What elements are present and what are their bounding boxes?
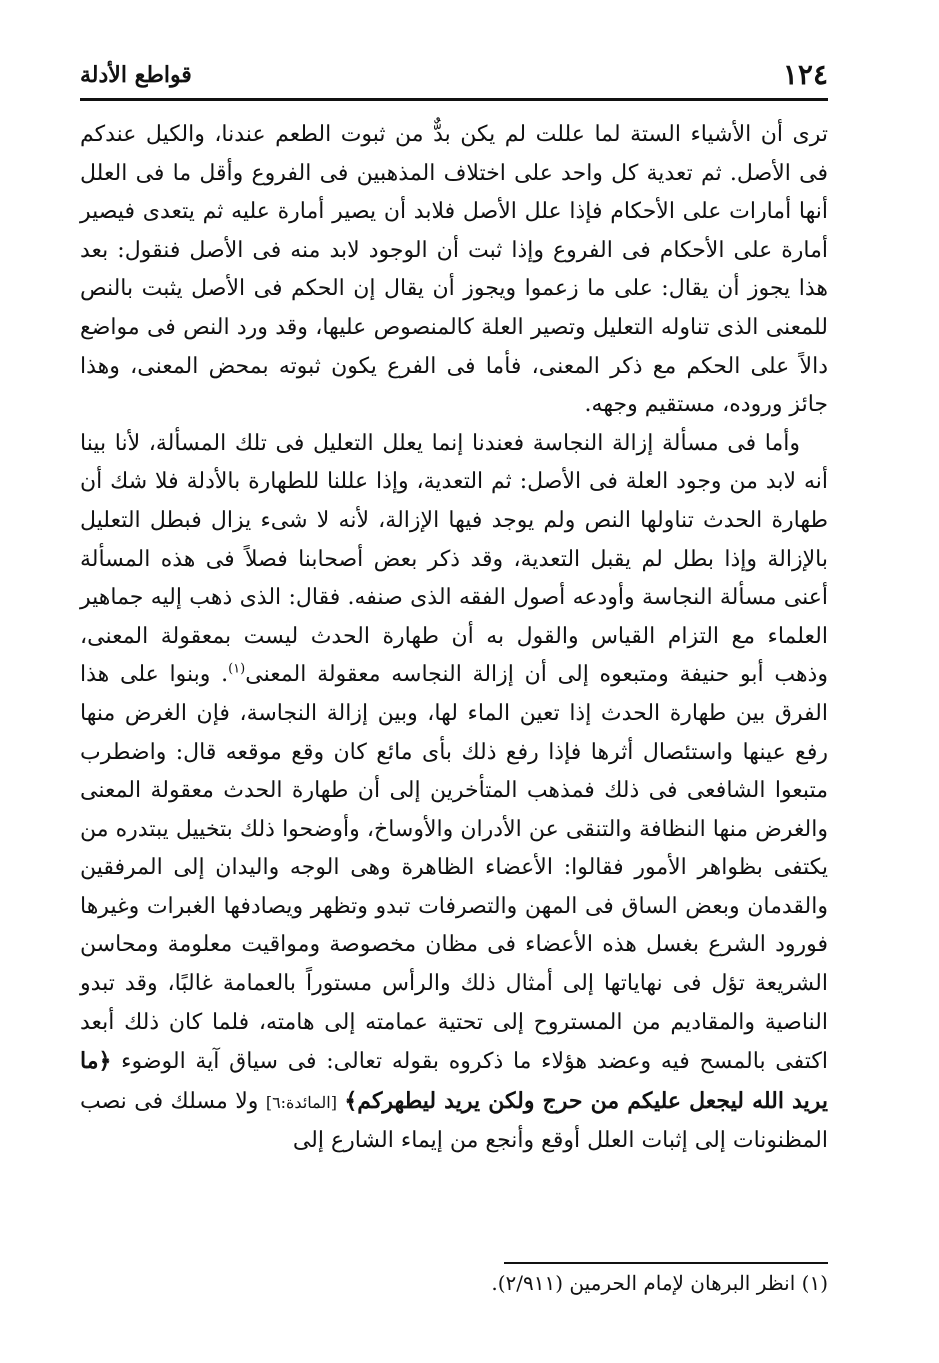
page-number: ١٢٤: [782, 58, 828, 91]
quran-reference: [المائدة:٦]: [265, 1092, 337, 1112]
quran-verse: ﴿ما يريد الله ليجعل عليكم من حرج ولكن يريد ليطهركم﴾: [80, 1048, 828, 1114]
book-title: قواطع الأدلة: [80, 62, 192, 88]
footnote-marker[interactable]: (١): [228, 661, 246, 677]
main-text: [80, 116, 828, 1161]
paragraph-2: [80, 425, 828, 1161]
paragraph-1: ترى أن الأشياء الستة لما عللت لم يكن بدٌّ من ثبوت الطعم عندنا، والكيل عندكم فى الأصل. ثم تعدية كل واحد على اختلاف المذهبين فى الفروع وأقل ما فى العلل أنها أمارات على الأحكام فإذا علل الأصل فلابد أن يصير أمارة عليه ثم يتعدى فيصير أمارة على الأحكام فى الفروع وإذا ثبت أن الوجود لابد منه فى الأصل فنقول: بعد هذا يجوز أن يقال: على ما زعموا ويجوز أن يقال إن الحكم فى الأصل يثبت بالنص للمعنى الذى تناوله التعليل وتصير العلة كالمنصوص عليها، وقد ورد النص فى مواضع دالاً على الحكم مع ذكر المعنى، فأما فى الفرع يكون ثبوته بمحض المعنى، وهذا جائز وروده، مستقيم وجهه.: [80, 122, 828, 418]
paragraph-2-continued: . وبنوا على هذا الفرق بين طهارة الحدث إذا تعين الماء لها، وبين إزالة النجاسة، فإن الغرض منها رفع عينها واستئصال أثرها فإذا رفع ذلك بأى مائع كان وقع موقعه قال: واضطرب متبعوا الشافعى فى ذلك فمذهب المتأخرين إلى أن طهارة الحدث معقولة المعنى والغرض منها النظافة والتنقى عن الأدران والأوساخ، وأوضحوا ذلك بتخييل يبتدره من يكتفى بظواهر الأمور فقالوا: الأعضاء الظاهرة وهى الوجه واليدان إلى المرفقين والقدمان وبعض الساق فى المهن والتصرفات تبدو وتظهر ويصادفها الغبرات وغيرها فورود الشرع بغسل هذه الأعضاء فى مظان مخصوصة ومواقيت معلومة ومحاسن الشريعة تؤل فى نهاياتها إلى أمثال ذلك والرأس مستوراً بالعمامة غالبًا، وقد تبدو الناصية والمقاديم من المستروح إلى تحتية عمامته إلى هامته، فلما كان ذلك أبعد اكتفى بالمسح فيه وعضد هؤلاء ما ذكروه بقوله تعالى: فى سياق آية الوضوء: [80, 662, 828, 1075]
paragraph-2-text: وأما فى مسألة إزالة النجاسة فعندنا إنما يعلل التعليل فى تلك المسألة، لأنا بينا أنه لابد من وجود العلة فى الأصل: ثم التعدية، وإذا عللنا للطهارة بالأدلة فلا شك أن طهارة الحدث تناولها النص ولم يوجد فيها الإزالة، لأنه لا شىء يزال فبطل التعليل بالإزالة وإذا بطل لم يقبل التعدية، وقد ذكر بعض أصحابنا فصلاً فى هذه المسألة أعنى مسألة النجاسة وأودعه أصول الفقه الذى صنفه. فقال: الذى ذهب إليه جماهير العلماء مع التزام القياس والقول به أن طهارة الحدث ليست بمعقولة المعنى، وذهب أبو حنيفة ومتبعوه إلى أن إزالة النجاسه معقولة المعنى: [80, 430, 828, 688]
page-header: [80, 54, 828, 101]
footnote: (١) انظر البرهان لإمام الحرمين (٢/٩١١).: [491, 1271, 828, 1295]
footnote-divider: [504, 1262, 828, 1264]
paragraph-2-end: ولا مسلك فى نصب المظنونات إلى إثبات العلل أوقع وأنجع من إيماء الشارع إلى: [80, 1088, 828, 1154]
